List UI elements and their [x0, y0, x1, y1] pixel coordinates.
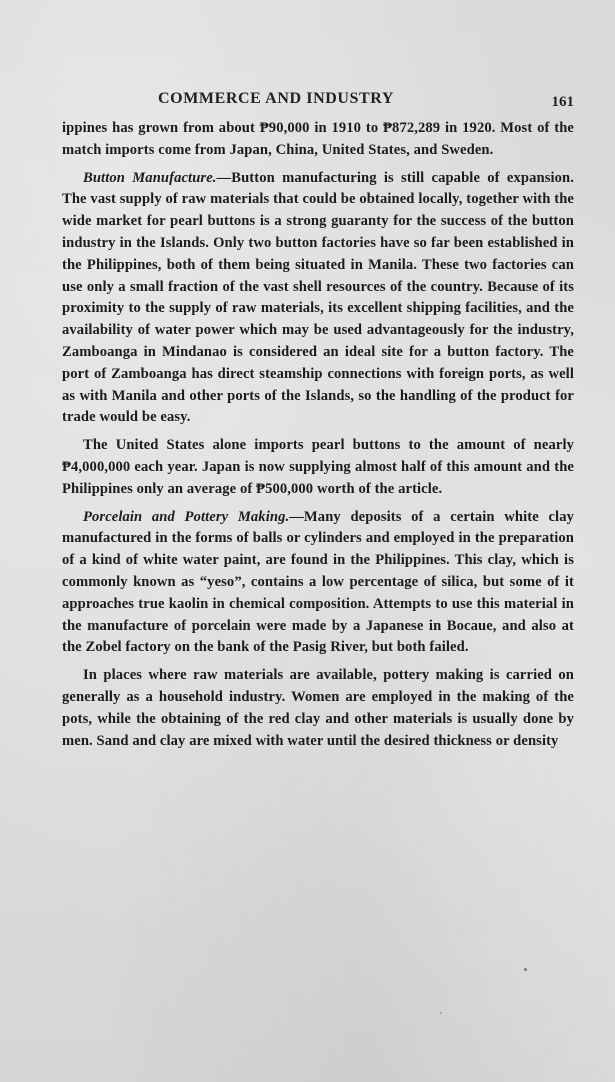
paragraph-text: In places where raw materials are available, pottery making is carried on generally as a household industry. Women are employed in the making of the pots, while the obtaining of the red clay and other materials is usually done by men. Sand and clay are mixed with water until the desired thickness or density [62, 667, 574, 749]
section-heading-porcelain-pottery: Porcelain and Pottery Making. [83, 508, 290, 525]
paragraph-porcelain-pottery [62, 507, 574, 660]
paragraph-button-manufacture [62, 168, 574, 430]
paragraph-match-imports [62, 118, 574, 162]
page-number: 161 [551, 94, 574, 110]
paper-speck [524, 968, 527, 971]
paragraph-household-pottery [62, 665, 574, 752]
paragraph-pearl-button-imports [62, 435, 574, 500]
paragraph-text: ippines has grown from about ₱90,000 in 1910 to ₱872,289 in 1920. Most of the match imports come from Japan, China, United States, and Sweden. [62, 120, 574, 158]
body-text [62, 118, 574, 752]
paragraph-text: —Many deposits of a certain white clay manufactured in the forms of balls or cylinders and employed in the preparation of a kind of white water paint, are found in the Philippines. This clay, which is commonly known as “yeso”, contains a low percentage of silica, but some of it approaches true kaolin in chemical composition. Attempts to use this material in the manufacture of porcelain were made by a Japanese in Bocaue, and also at the Zobel factory on the bank of the Pasig River, but both failed. [62, 508, 574, 656]
paper-speck [440, 1012, 442, 1014]
running-head [62, 86, 574, 118]
paragraph-text: —Button manufacturing is still capable of expansion. The vast supply of raw materials that could be obtained locally, together with the wide market for pearl buttons is a strong guaranty for the success of the button industry in the Islands. Only two button factories have so far been established in the Philippines, both of them being situated in Manila. These two factories can use only a small fraction of the vast shell resources of the country. Because of its proximity to the supply of raw materials, its excellent shipping facilities, and the availability of water power which may be used advantageously for the industry, Zamboanga in Mindanao is considered an ideal site for a button factory. The port of Zamboanga has direct steamship connections with foreign ports, as well as with Manila and other ports of the Islands, so the handling of the product for trade would be easy. [62, 169, 574, 426]
book-page [62, 86, 574, 758]
section-heading-button-manufacture: Button Manufacture. [83, 169, 217, 186]
running-head-title: COMMERCE AND INDUSTRY [158, 90, 395, 107]
paragraph-text: The United States alone imports pearl buttons to the amount of nearly ₱4,000,000 each year. Japan is now supplying almost half of this amount and the Philippines only an average of ₱500,000 worth of the article. [62, 437, 574, 497]
